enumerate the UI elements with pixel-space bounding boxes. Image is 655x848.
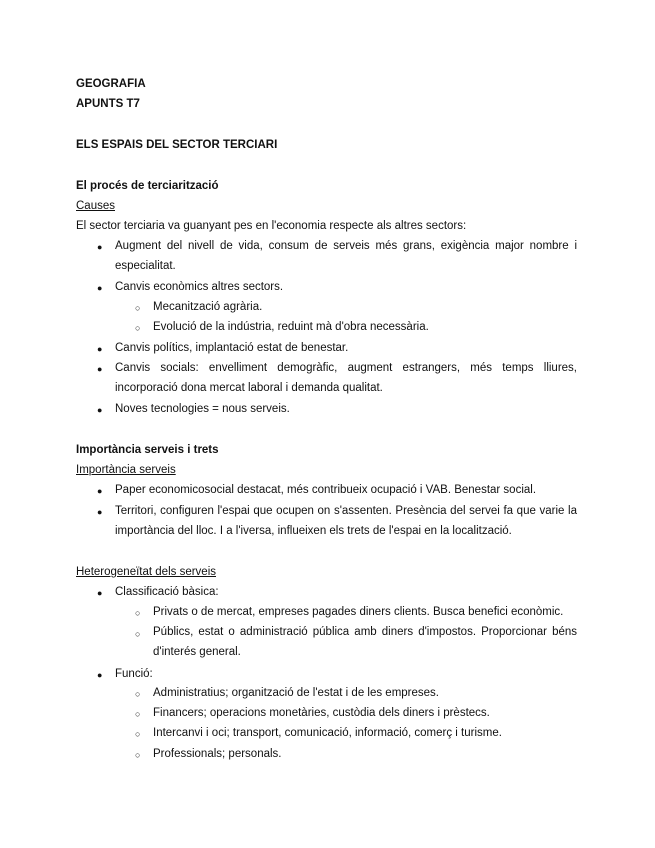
list-item: Privats o de mercat, empreses pagades diners clients. Busca benefici econòmic. [153,606,564,618]
bullet-icon: ● [97,507,103,517]
document-title: ELS ESPAIS DEL SECTOR TERCIARI [76,139,278,151]
hollow-bullet-icon: ○ [135,750,141,760]
list-item: Públics, estat o administració pública amb diners d'impostos. Proporcionar béns d'interés general. [153,626,577,659]
list-item: Evolució de la indústria, reduint mà d'obra necessària. [153,321,429,333]
list-item: Classificació bàsica: [115,586,219,598]
list-item: Augment del nivell de vida, consum de serveis més grans, exigència major nombre i especialitat. [115,240,577,273]
list-item: Canvis econòmics altres sectors. [115,281,284,293]
subheading-causes: Causes [76,200,115,212]
bullet-icon: ● [97,670,103,680]
bullet-icon: ● [97,242,103,252]
bullet-icon: ● [97,486,103,496]
list-item: Noves tecnologies = nous serveis. [115,403,290,415]
bullet-icon: ● [97,405,103,415]
hollow-bullet-icon: ○ [135,689,141,699]
list-item: Administratius; organització de l'estat i de les empreses. [153,687,439,699]
list-item: Territori, configuren l'espai que ocupen on s'assenten. Presència del servei fa que varie la importància del lloc. I a l'iversa, influeixen els trets de l'espai en la localització. [115,505,577,538]
intro-paragraph: El sector terciaria va guanyant pes en l'economia respecte als altres sectors: [76,220,467,232]
bullet-icon: ● [97,344,103,354]
list-item: Canvis polítics, implantació estat de benestar. [115,342,349,354]
hollow-bullet-icon: ○ [135,323,141,333]
hollow-bullet-icon: ○ [135,608,141,618]
section-heading-importancia: Importància serveis i trets [76,444,219,456]
list-item: Financers; operacions monetàries, custòdia dels diners i prèstecs. [153,707,490,719]
list-item: Professionals; personals. [153,748,282,760]
list-item: Paper economicosocial destacat, més contribueix ocupació i VAB. Benestar social. [115,484,537,496]
subheading-importancia-serveis: Importància serveis [76,464,176,476]
list-item: Canvis socials: envelliment demogràfic, augment estrangers, més temps lliures, incorporació dona mercat laboral i demanda qualitat. [115,362,577,395]
hollow-bullet-icon: ○ [135,303,141,313]
subject-title: GEOGRAFIA [76,78,146,90]
hollow-bullet-icon: ○ [135,629,141,639]
notes-title: APUNTS T7 [76,98,140,110]
list-item: Intercanvi i oci; transport, comunicació, informació, comerç i turisme. [153,727,502,739]
list-item: Mecanització agrària. [153,301,263,313]
hollow-bullet-icon: ○ [135,729,141,739]
bullet-icon: ● [97,283,103,293]
subheading-heterogeneitat: Heterogeneïtat dels serveis [76,566,216,578]
bullet-icon: ● [97,364,103,374]
section-heading-terciaritzacio: El procés de terciarització [76,180,219,192]
hollow-bullet-icon: ○ [135,709,141,719]
bullet-icon: ● [97,588,103,598]
list-item: Funció: [115,668,153,680]
